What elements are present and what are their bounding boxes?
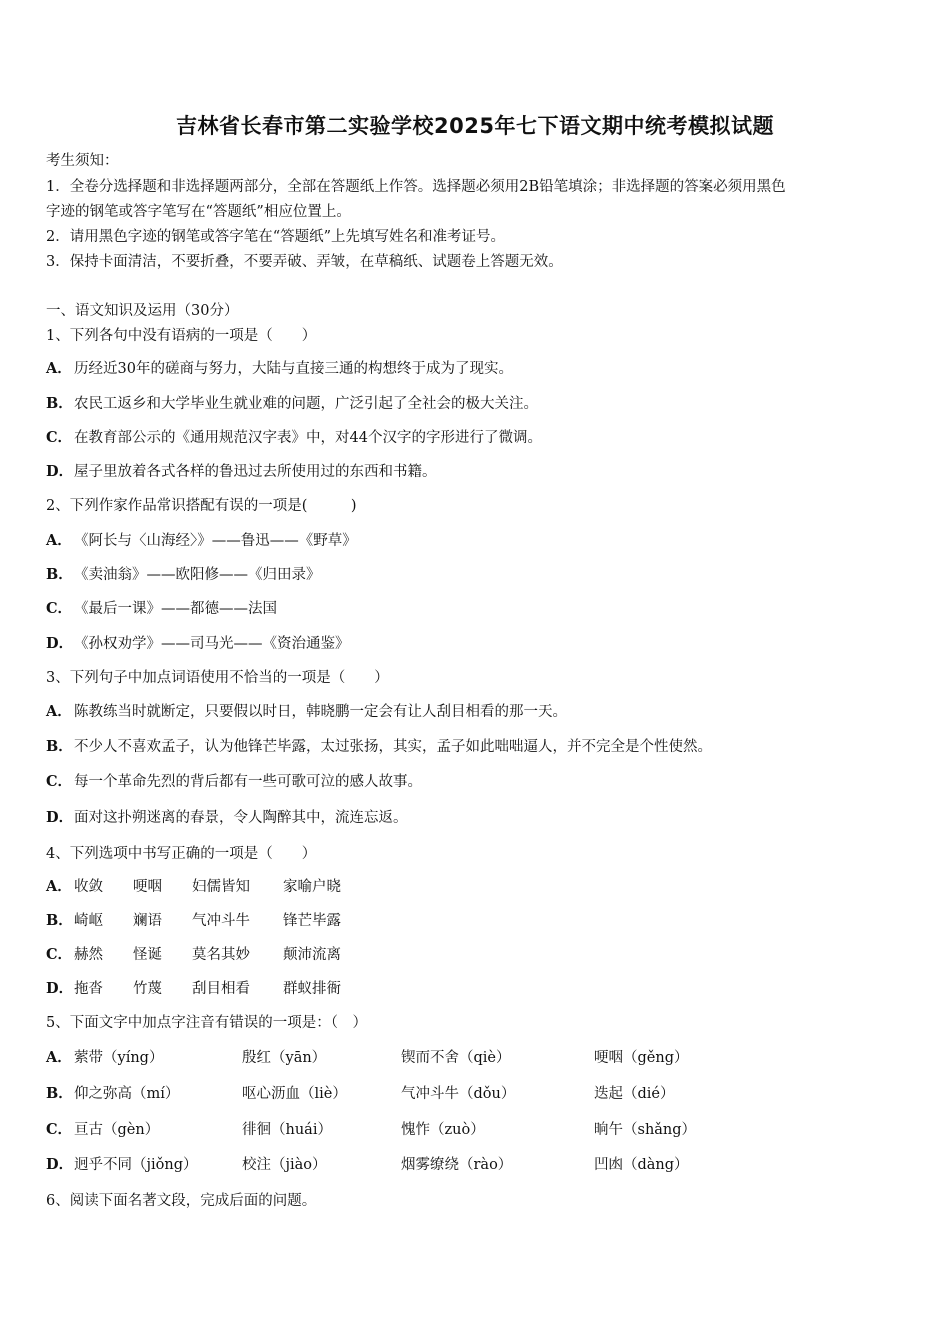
q5-cell: 徘徊（huái） xyxy=(242,1122,332,1138)
q4-word: 斓语 xyxy=(133,913,162,929)
notice-item-3: 3．保持卡面清洁，不要折叠，不要弄破、弄皱，在草稿纸、试题卷上答题无效。 xyxy=(46,254,563,270)
q5-cell: 凹凼（dàng） xyxy=(594,1157,689,1173)
q1-option-d xyxy=(46,462,437,482)
page-title: 吉林省长春市第二实验学校2025年七下语文期中统考模拟试题 xyxy=(176,114,774,138)
question-2-stem: 2、下列作家作品常识搭配有误的一项是( ) xyxy=(46,498,357,514)
q3-option-d xyxy=(46,808,408,828)
q4-option-d-label: D． xyxy=(46,980,74,997)
notice-heading: 考生须知： xyxy=(46,153,119,169)
q5-cell: 仰之弥高（mí） xyxy=(74,1086,180,1102)
q4-word: 锋芒毕露 xyxy=(283,913,341,929)
q5-cell: 迥乎不同（jiǒng） xyxy=(74,1157,198,1173)
q5-cell: 亘古（gèn） xyxy=(74,1122,160,1138)
option-label: D． xyxy=(46,463,74,480)
q5-cell: 哽咽（gěng） xyxy=(594,1050,689,1066)
q5-cell: 气冲斗牛（dǒu） xyxy=(401,1086,516,1102)
q2-option-c xyxy=(46,599,277,619)
q4-word: 莫名其妙 xyxy=(192,947,250,963)
q5-option-d-label: D． xyxy=(46,1156,74,1173)
q4-word: 群蚁排衙 xyxy=(283,981,341,997)
question-3-stem: 3、下列句子中加点词语使用不恰当的一项是（ ） xyxy=(46,670,389,686)
notice-item-2: 2．请用黑色字迹的钢笔或答字笔在“答题纸”上先填写姓名和准考证号。 xyxy=(46,229,506,245)
option-label: A． xyxy=(46,532,72,549)
q4-option-a-label: A． xyxy=(46,878,72,895)
option-label: C． xyxy=(46,773,73,790)
q5-cell: 愧怍（zuò） xyxy=(401,1122,485,1138)
q4-word: 家喻户晓 xyxy=(283,879,341,895)
option-label: A． xyxy=(46,360,72,377)
q5-cell: 校注（jiào） xyxy=(242,1157,327,1173)
option-text: 农民工返乡和大学毕业生就业难的问题，广泛引起了全社会的极大关注。 xyxy=(74,396,538,412)
q5-cell: 萦带（yíng） xyxy=(74,1050,164,1066)
option-text: 在教育部公示的《通用规范汉字表》中，对44个汉字的字形进行了微调。 xyxy=(74,430,542,446)
option-text: 《卖油翁》——欧阳修——《归田录》 xyxy=(74,567,321,583)
q3-option-b xyxy=(46,737,712,757)
notice-item-1b: 字迹的钢笔或答字笔写在“答题纸”相应位置上。 xyxy=(46,204,351,220)
q4-option-b-label: B． xyxy=(46,912,73,929)
option-label: A． xyxy=(46,703,72,720)
option-label: B． xyxy=(46,738,73,755)
q4-word: 哽咽 xyxy=(133,879,162,895)
question-5-stem: 5、下面文字中加点字注音有错误的一项是：（ ） xyxy=(46,1015,367,1031)
option-text: 每一个革命先烈的背后都有一些可歌可泣的感人故事。 xyxy=(74,774,422,790)
option-label: C． xyxy=(46,429,73,446)
q2-option-b xyxy=(46,565,321,585)
q1-option-c xyxy=(46,428,542,448)
q5-cell: 呕心沥血（liè） xyxy=(242,1086,347,1102)
q5-cell: 锲而不舍（qiè） xyxy=(401,1050,511,1066)
option-text: 不少人不喜欢孟子，认为他锋芒毕露，太过张扬，其实，孟子如此咄咄逼人，并不完全是个性使然。 xyxy=(74,739,712,755)
option-text: 陈教练当时就断定，只要假以时日，韩晓鹏一定会有让人刮目相看的那一天。 xyxy=(74,704,567,720)
q5-option-c-label: C． xyxy=(46,1121,73,1138)
option-label: D． xyxy=(46,809,74,826)
q3-option-a xyxy=(46,702,567,722)
q4-word: 竹蔑 xyxy=(133,981,162,997)
q4-word: 赫然 xyxy=(74,947,103,963)
q4-word: 崎岖 xyxy=(74,913,103,929)
option-label: D． xyxy=(46,635,74,652)
question-1-stem: 1、下列各句中没有语病的一项是（ ） xyxy=(46,328,317,344)
q5-cell: 烟雾缭绕（rào） xyxy=(401,1157,513,1173)
q5-option-a-label: A． xyxy=(46,1049,72,1066)
q5-option-b-label: B． xyxy=(46,1085,73,1102)
q4-word: 拖沓 xyxy=(74,981,103,997)
question-6-stem: 6、阅读下面名著文段，完成后面的问题。 xyxy=(46,1193,317,1209)
q5-cell: 晌午（shǎng） xyxy=(594,1122,697,1138)
q4-word: 妇儒皆知 xyxy=(192,879,250,895)
q5-cell: 殷红（yān） xyxy=(242,1050,327,1066)
q4-word: 怪诞 xyxy=(133,947,162,963)
option-text: 《阿长与〈山海经〉》——鲁迅——《野草》 xyxy=(74,533,357,549)
option-label: B． xyxy=(46,566,73,583)
option-label: B． xyxy=(46,395,73,412)
notice-item-1a: 1．全卷分选择题和非选择题两部分，全部在答题纸上作答。选择题必须用2B铅笔填涂；非选择题的答案必须用黑色 xyxy=(46,179,786,195)
option-text: 《孙权劝学》——司马光——《资治通鉴》 xyxy=(74,636,350,652)
q4-word: 刮目相看 xyxy=(192,981,250,997)
option-text: 屋子里放着各式各样的鲁迅过去所使用过的东西和书籍。 xyxy=(74,464,437,480)
q2-option-d xyxy=(46,634,350,654)
option-text: 面对这扑朔迷离的春景，令人陶醉其中，流连忘返。 xyxy=(74,810,408,826)
option-text: 历经近30年的磋商与努力，大陆与直接三通的构想终于成为了现实。 xyxy=(74,361,513,377)
option-label: C． xyxy=(46,600,73,617)
q2-option-a xyxy=(46,531,357,551)
q1-option-a xyxy=(46,359,513,379)
q4-word: 收敛 xyxy=(74,879,103,895)
section-heading: 一、语文知识及运用（30分） xyxy=(46,303,239,319)
question-4-stem: 4、下列选项中书写正确的一项是（ ） xyxy=(46,846,317,862)
q5-cell: 迭起（dié） xyxy=(594,1086,675,1102)
option-text: 《最后一课》——都德——法国 xyxy=(74,601,277,617)
q4-word: 气冲斗牛 xyxy=(192,913,250,929)
q3-option-c xyxy=(46,772,422,792)
q4-option-c-label: C． xyxy=(46,946,73,963)
q4-word: 颠沛流离 xyxy=(283,947,341,963)
q1-option-b xyxy=(46,394,538,414)
